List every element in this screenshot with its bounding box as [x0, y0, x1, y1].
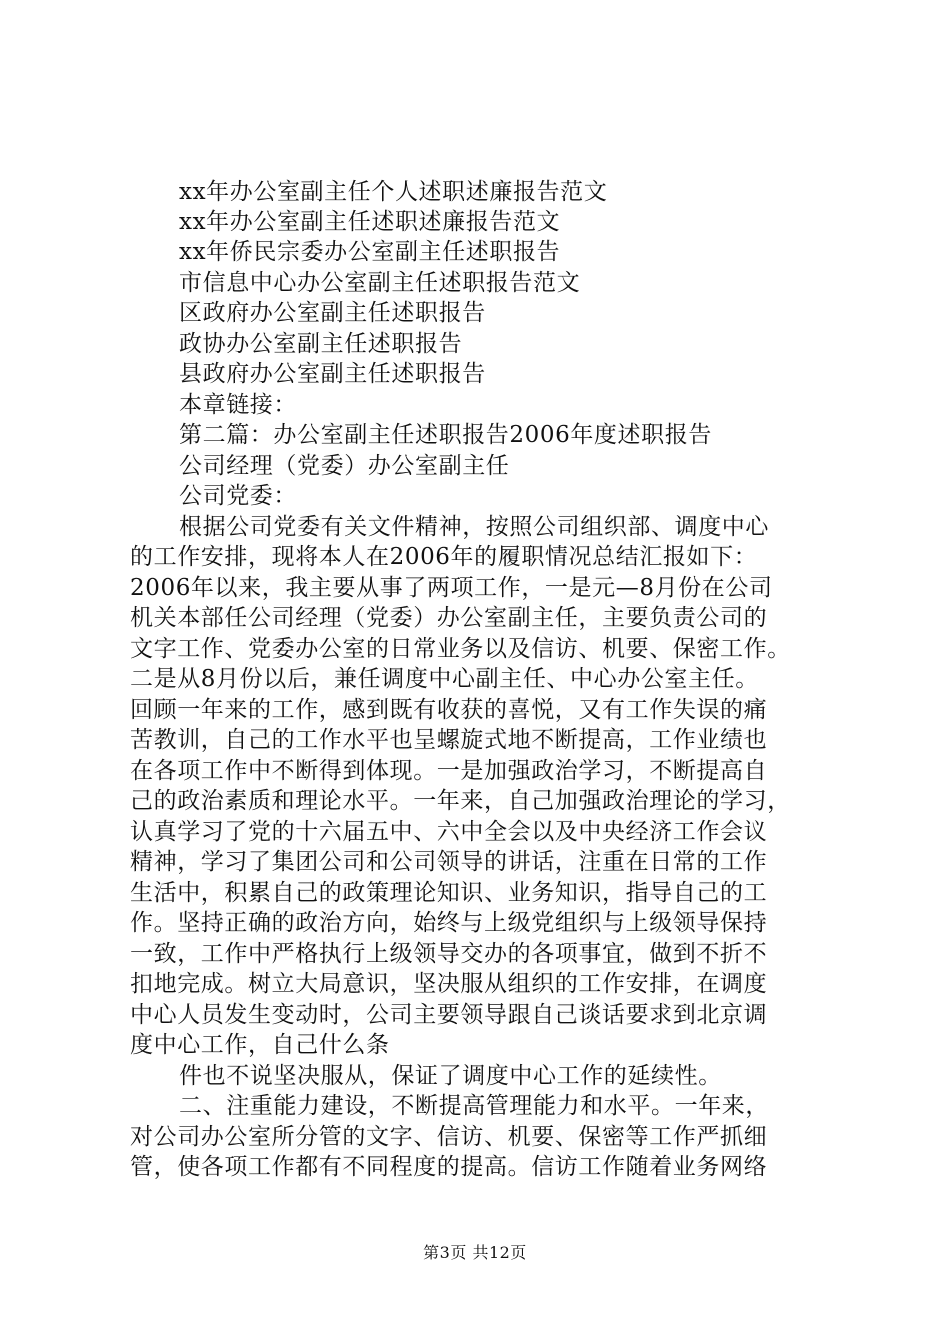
body-line: 苦教训，自己的工作水平也呈螺旋式地不断提高，工作业绩也 — [130, 727, 768, 753]
body-line: 文字工作、党委办公室的日常业务以及信访、机要、保密工作。 — [130, 636, 791, 662]
body-line: 生活中，积累自己的政策理论知识、业务知识，指导自己的工 — [130, 880, 768, 906]
body-line: 精神，学习了集团公司和公司领导的讲话，注重在日常的工作 — [130, 849, 768, 875]
related-link-4[interactable]: 市信息中心办公室副主任述职报告范文 — [179, 270, 581, 296]
body-line: 机关本部任公司经理（党委）办公室副主任，主要负责公司的 — [130, 605, 768, 631]
body-line: 扣地完成。树立大局意识，坚决服从组织的工作安排，在调度 — [130, 971, 768, 997]
body-line: 度中心工作，自己什么条 — [130, 1032, 390, 1058]
body-line: 一致，工作中严格执行上级领导交办的各项事宜，做到不折不 — [130, 941, 768, 967]
related-link-1[interactable]: xx年办公室副主任个人述职述廉报告范文 — [179, 179, 608, 205]
section-title: 第二篇：办公室副主任述职报告2006年度述职报告 — [179, 422, 712, 448]
body-line: 在各项工作中不断得到体现。一是加强政治学习，不断提高自 — [130, 758, 768, 784]
body-line: 件也不说坚决服从，保证了调度中心工作的延续性。 — [179, 1063, 722, 1089]
related-link-6[interactable]: 政协办公室副主任述职报告 — [179, 331, 463, 357]
related-link-2[interactable]: xx年办公室副主任述职述廉报告范文 — [179, 209, 561, 235]
related-link-7[interactable]: 县政府办公室副主任述职报告 — [179, 361, 486, 387]
body-line: 作。坚持正确的政治方向，始终与上级党组织与上级领导保持 — [130, 910, 768, 936]
body-line: 根据公司党委有关文件精神，按照公司组织部、调度中心 — [179, 514, 769, 540]
body-line: 二是从8月份以后，兼任调度中心副主任、中心办公室主任。 — [130, 666, 759, 692]
body-line: 二、注重能力建设，不断提高管理能力和水平。一年来， — [179, 1093, 769, 1119]
body-line: 回顾一年来的工作，感到既有收获的喜悦，又有工作失误的痛 — [130, 697, 768, 723]
author-line: 公司经理（党委）办公室副主任 — [179, 453, 510, 479]
salutation: 公司党委： — [179, 483, 297, 509]
chapter-link-label: 本章链接： — [179, 392, 297, 418]
related-link-5[interactable]: 区政府办公室副主任述职报告 — [179, 300, 486, 326]
page-footer: 第3页 共12页 — [423, 1243, 527, 1262]
body-line: 2006年以来，我主要从事了两项工作，一是元—8月份在公司 — [130, 575, 773, 601]
body-line: 对公司办公室所分管的文字、信访、机要、保密等工作严抓细 — [130, 1124, 768, 1150]
body-line: 己的政治素质和理论水平。一年来，自己加强政治理论的学习， — [130, 788, 791, 814]
related-link-3[interactable]: xx年侨民宗委办公室副主任述职报告 — [179, 239, 561, 265]
body-line: 中心人员发生变动时，公司主要领导跟自己谈话要求到北京调 — [130, 1002, 768, 1028]
body-line: 管，使各项工作都有不同程度的提高。信访工作随着业务网络 — [130, 1154, 768, 1180]
body-line: 认真学习了党的十六届五中、六中全会以及中央经济工作会议 — [130, 819, 768, 845]
body-line: 的工作安排，现将本人在2006年的履职情况总结汇报如下： — [130, 544, 758, 570]
